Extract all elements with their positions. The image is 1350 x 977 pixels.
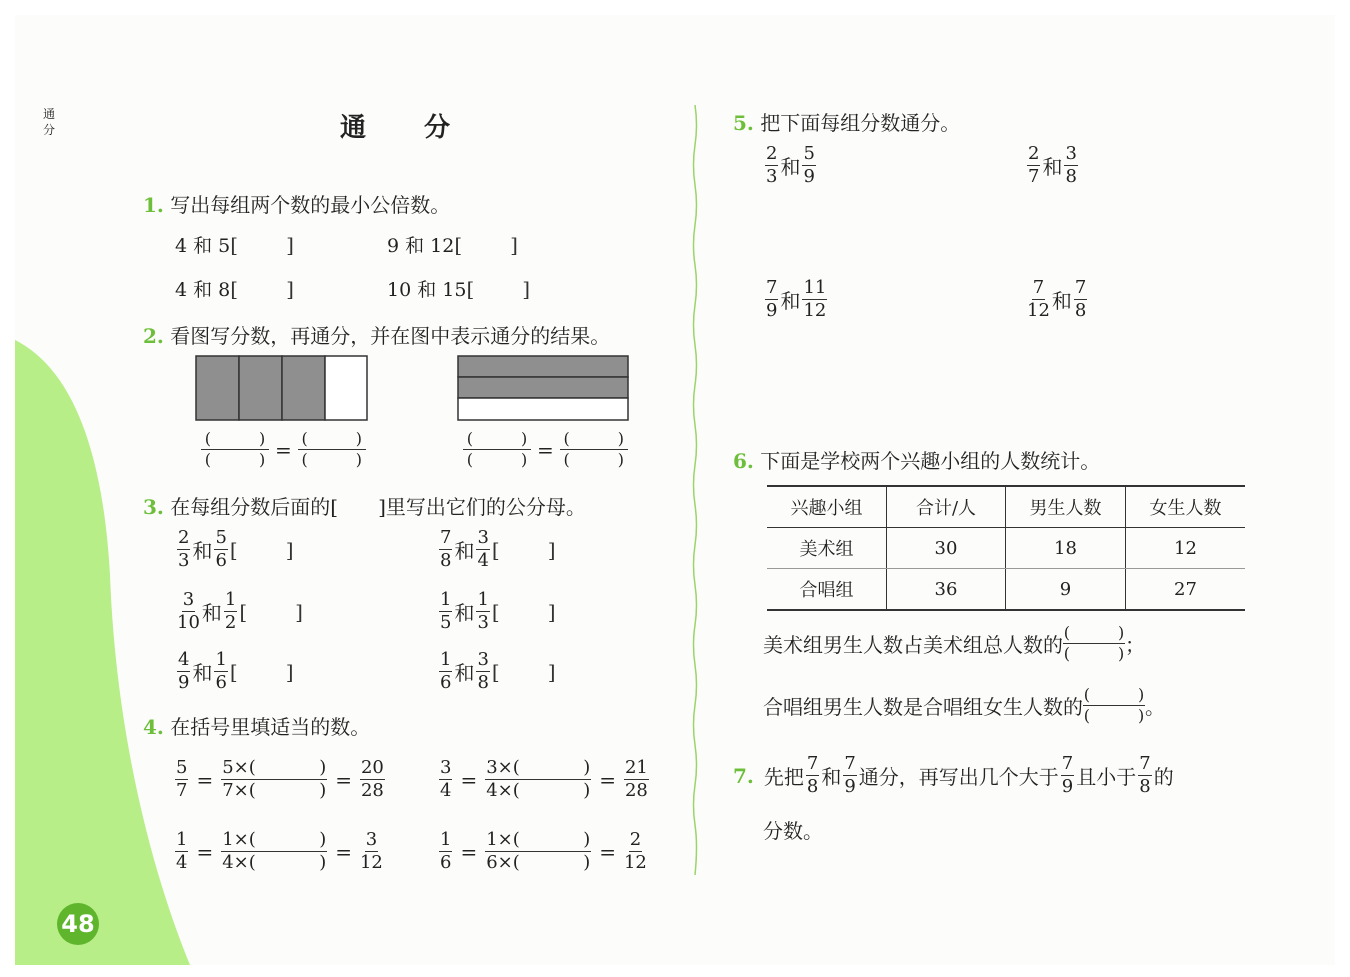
- workbook-page: [15, 15, 1335, 965]
- q6-sentence-1: 美术组男生人数占美术组总人数的 ( ) ( ) ；: [763, 623, 1145, 663]
- fraction: $\frac{3}{10}$: [177, 589, 200, 633]
- table-cell: 美术组: [767, 528, 887, 569]
- q4-equation: $\frac{3}{4}$ = 3×( ) 4×( ) = $\frac{21}{28}$: [440, 757, 648, 801]
- fraction-diagram-horizontal: [457, 355, 631, 423]
- fraction: $\frac{1}{3}$: [477, 589, 489, 633]
- q1-item: [175, 231, 294, 258]
- bracket-left: [: [230, 276, 239, 301]
- q1-item-text: 4 和 5: [175, 235, 231, 257]
- q3-pair: $\frac{1}{6}$ 和 $\frac{3}{8}$ [ ]: [440, 649, 556, 693]
- fraction: $\frac{7}{12}$: [1027, 277, 1050, 321]
- q1-heading: [143, 189, 450, 218]
- blank-fraction: ( ) ( ): [201, 431, 269, 468]
- q1-item-text: 10 和 15: [387, 279, 467, 301]
- q3-pair: $\frac{7}{8}$ 和 $\frac{3}{4}$ [ ]: [440, 527, 556, 571]
- fraction: $\frac{1}{5}$: [440, 589, 452, 633]
- q2-number: 2.: [143, 324, 164, 348]
- fraction: $\frac{3}{12}$: [359, 829, 383, 873]
- blank-fraction: ( ) ( ): [1063, 623, 1125, 663]
- blank-fraction: ( ) ( ): [298, 431, 366, 468]
- q2-heading: [143, 320, 610, 349]
- q4-number: 4.: [143, 715, 164, 739]
- fraction-blank: 3×( ) 4×( ): [486, 757, 591, 801]
- q1-item: [387, 275, 530, 302]
- side-label: 通 分: [43, 107, 56, 137]
- fraction: $\frac{7}{9}$: [766, 277, 778, 321]
- green-decoration: [15, 15, 275, 965]
- table-header-cell: 女生人数: [1126, 487, 1246, 528]
- q5-heading: [733, 107, 960, 136]
- table-cell: 9: [1006, 569, 1126, 610]
- q1-item: [175, 275, 294, 302]
- page-divider: [689, 105, 701, 875]
- fraction: $\frac{1}{6}$: [440, 649, 452, 693]
- q5-number: 5.: [733, 111, 754, 135]
- q5-pair: $\frac{2}{3}$ 和 $\frac{5}{9}$: [766, 143, 815, 187]
- blank-fraction: ( ) ( ): [463, 431, 531, 468]
- fraction: $\frac{7}{8}$: [1139, 753, 1151, 797]
- table-cell: 30: [887, 528, 1006, 569]
- fraction-blank: 1×( ) 4×( ): [222, 829, 327, 873]
- q1-number: 1.: [143, 193, 164, 217]
- q1-item-text: 4 和 8: [175, 279, 231, 301]
- q4-equation: $\frac{5}{7}$ = 5×( ) 7×( ) = $\frac{20}{28}$: [176, 757, 384, 801]
- bracket-left: [: [466, 276, 475, 301]
- stats-table-wrap: [767, 485, 1245, 611]
- fraction: $\frac{4}{9}$: [178, 649, 190, 693]
- q3-text-a: 在每组分数后面的: [170, 495, 331, 519]
- fraction: $\frac{7}{9}$: [844, 753, 856, 797]
- q3-pair: $\frac{4}{9}$ 和 $\frac{1}{6}$ [ ]: [178, 649, 294, 693]
- bracket-right: ]: [286, 232, 294, 257]
- table-cell: 27: [1174, 578, 1197, 600]
- bracket-right: ]: [510, 232, 518, 257]
- q2-text: 看图写分数，再通分，并在图中表示通分的结果。: [170, 324, 611, 348]
- fraction: $\frac{1}{6}$: [440, 829, 452, 873]
- bracket-left: [: [330, 495, 339, 519]
- table-header-cell: 兴趣小组: [767, 487, 887, 528]
- table-row: [767, 528, 1245, 569]
- fraction: $\frac{1}{4}$: [176, 829, 188, 873]
- q4-text: 在括号里填适当的数。: [170, 715, 371, 739]
- fraction: $\frac{3}{4}$: [477, 527, 489, 571]
- fraction: $\frac{7}{8}$: [806, 753, 819, 797]
- q4-heading: [143, 711, 370, 740]
- fraction: $\frac{3}{8}$: [1065, 143, 1077, 187]
- fraction: $\frac{21}{28}$: [624, 757, 648, 801]
- table-header-cell: 男生人数: [1006, 487, 1126, 528]
- q6-text: 下面是学校两个兴趣小组的人数统计。: [760, 449, 1101, 473]
- equals-sign: =: [275, 437, 292, 462]
- fraction: $\frac{3}{4}$: [440, 757, 452, 801]
- q3-pair: $\frac{3}{10}$ 和 $\frac{1}{2}$ [ ]: [177, 589, 303, 633]
- bracket-right: ]: [286, 276, 294, 301]
- fraction: $\frac{7}{8}$: [440, 527, 452, 571]
- fraction: $\frac{11}{12}$: [803, 277, 827, 321]
- fraction: $\frac{2}{12}$: [623, 829, 647, 873]
- q5-pair: $\frac{2}{7}$ 和 $\frac{3}{8}$: [1028, 143, 1077, 187]
- fraction: $\frac{7}{9}$: [1061, 753, 1074, 797]
- table-cell: 12: [1126, 528, 1246, 569]
- fraction: $\frac{2}{7}$: [1028, 143, 1040, 187]
- table-header-row: [767, 487, 1245, 528]
- fraction: $\frac{20}{28}$: [360, 757, 384, 801]
- table-header-cell: 合计/人: [887, 487, 1006, 528]
- fraction: $\frac{7}{8}$: [1074, 277, 1087, 321]
- q5-text: 把下面每组分数通分。: [760, 111, 961, 135]
- fraction: $\frac{2}{3}$: [766, 143, 778, 187]
- fraction: $\frac{5}{6}$: [215, 527, 227, 571]
- q6-heading: [733, 445, 1100, 474]
- fraction: $\frac{1}{2}$: [224, 589, 237, 633]
- bracket-right: ]: [378, 495, 386, 519]
- q5-pair: $\frac{7}{9}$ 和 $\frac{11}{12}$: [766, 277, 827, 321]
- fraction-blank: 5×( ) 7×( ): [222, 757, 327, 801]
- equals-sign: =: [537, 437, 554, 462]
- bracket-left: [: [454, 232, 463, 257]
- fraction: $\frac{3}{8}$: [477, 649, 489, 693]
- page-number-badge: 48: [57, 903, 99, 945]
- table-cell: 合唱组: [767, 569, 887, 610]
- blank-fraction: ( ) ( ): [1083, 685, 1145, 725]
- q1-item: [387, 231, 518, 258]
- q2-answer-right: [463, 431, 628, 468]
- q1-text: 写出每组两个数的最小公倍数。: [170, 193, 451, 217]
- fraction: $\frac{5}{9}$: [803, 143, 815, 187]
- q3-text-b: 里写出它们的公分母。: [385, 495, 586, 519]
- page-title: 通 分: [340, 113, 453, 143]
- table-row: [767, 569, 1245, 610]
- bracket-left: [: [230, 232, 239, 257]
- fraction: $\frac{5}{7}$: [176, 757, 188, 801]
- fraction: $\frac{1}{6}$: [215, 649, 227, 693]
- blank-fraction: ( ) ( ): [560, 431, 628, 468]
- q1-item-text: 9 和 12: [387, 235, 455, 257]
- bracket-right: ]: [522, 276, 531, 301]
- q5-pair: $\frac{7}{12}$ 和 $\frac{7}{8}$: [1027, 277, 1087, 321]
- q2-answer-left: [201, 431, 366, 468]
- q6-number: 6.: [733, 449, 754, 473]
- q4-equation: $\frac{1}{4}$ = 1×( ) 4×( ) = $\frac{3}{12}$: [176, 829, 383, 873]
- fraction-diagram-vertical: [195, 355, 369, 423]
- q3-heading: [143, 491, 586, 520]
- q3-number: 3.: [143, 495, 164, 519]
- q3-pair: $\frac{2}{3}$ 和 $\frac{5}{6}$ [ ]: [178, 527, 294, 571]
- q3-pair: $\frac{1}{5}$ 和 $\frac{1}{3}$ [ ]: [440, 589, 556, 633]
- table-cell: 18: [1006, 528, 1126, 569]
- table-cell: 36: [887, 569, 1006, 610]
- q7-number: 7.: [733, 763, 754, 788]
- stats-table: [767, 487, 1245, 609]
- q4-equation: $\frac{1}{6}$ = 1×( ) 6×( ) = $\frac{2}{12}$: [440, 829, 647, 873]
- q7-heading: 7. 先把 $\frac{7}{8}$ 和 $\frac{7}{9}$ 通分，再写出几个大于 $\frac{7}{9}$ 且小于 $\frac{7}{8}$ 的: [733, 753, 1174, 797]
- fraction-blank: 1×( ) 6×( ): [486, 829, 591, 873]
- q7-continuation: 分数。: [763, 819, 823, 843]
- q6-sentence-2: 合唱组男生人数是合唱组女生人数的 ( ) ( ) 。: [763, 685, 1165, 725]
- fraction: $\frac{2}{3}$: [178, 527, 190, 571]
